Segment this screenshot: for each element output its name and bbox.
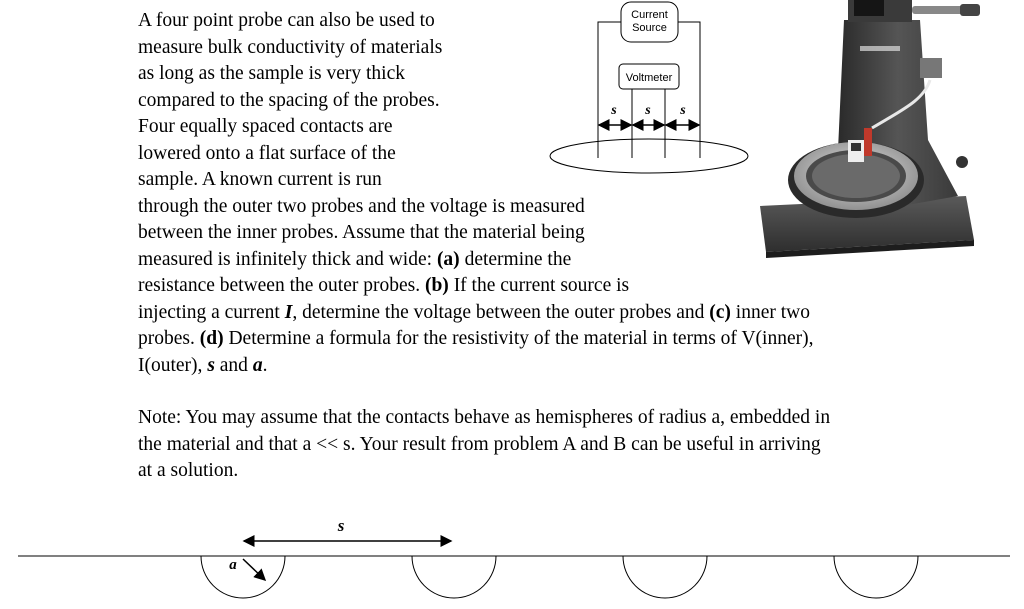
sample-surface — [550, 139, 748, 173]
text-line: lowered onto a flat surface of the — [138, 143, 396, 164]
radius-label: a — [229, 557, 237, 573]
radius-arrow — [243, 559, 265, 580]
contact-spacing-label: s — [337, 516, 345, 535]
note-line: at a solution. — [138, 460, 239, 481]
text-span: probes. — [138, 328, 200, 349]
text-line: Four equally spaced contacts are — [138, 116, 393, 137]
text-span: inner two — [730, 302, 810, 323]
variable-s: s — [207, 355, 215, 376]
text-line: compared to the spacing of the probes. — [138, 90, 440, 111]
voltmeter-label: Voltmeter — [625, 72, 673, 84]
note-line: the material and that a << s. Your result from problem A and B can be useful in arriving — [138, 434, 821, 455]
part-label: (d) — [199, 328, 224, 349]
text-span: , determine the voltage between the outer probes and — [292, 302, 710, 323]
note-line: Note: You may assume that the contacts behave as hemispheres of radius a, embedded in — [138, 407, 831, 428]
hemisphere-contact — [623, 556, 707, 598]
text-line: through the outer two probes and the voltage is measured — [138, 196, 585, 217]
wire — [678, 22, 700, 158]
part-label: (b) — [424, 275, 449, 296]
text-span: resistance between the outer probes. — [138, 275, 425, 296]
probe-station-photo — [752, 0, 984, 262]
text-span: and — [214, 355, 253, 376]
text-line: sample. A known current is run — [138, 169, 382, 190]
hemisphere-contact — [834, 556, 918, 598]
text-line: as long as the sample is very thick — [138, 63, 405, 84]
text-line: measure bulk conductivity of materials — [138, 37, 443, 58]
text-span: I(outer), — [138, 355, 208, 376]
part-label: (a) — [436, 249, 460, 270]
text-line: A four point probe can also be used to — [138, 10, 435, 31]
spacing-label: s — [680, 103, 686, 118]
variable-a: a — [252, 355, 263, 376]
spacing-label: s — [645, 103, 651, 118]
variable-current: I — [284, 302, 293, 323]
hemisphere-contact — [412, 556, 496, 598]
text-span: determine the — [459, 249, 572, 270]
text-span: measured is infinitely thick and wide: — [138, 249, 437, 270]
text-span: Determine a formula for the resistivity of the material in terms of V(inner), — [223, 328, 814, 349]
spacing-label: s — [611, 103, 617, 118]
wire — [598, 22, 621, 158]
text-span: injecting a current — [138, 302, 285, 323]
text-span: . — [262, 355, 268, 376]
part-label: (c) — [709, 302, 731, 323]
hemisphere-contact — [201, 556, 285, 598]
text-line: between the inner probes. Assume that the material being — [138, 222, 585, 243]
text-span: If the current source is — [448, 275, 630, 296]
current-source-label: Source — [632, 22, 667, 34]
current-source-label: Current — [631, 9, 668, 21]
